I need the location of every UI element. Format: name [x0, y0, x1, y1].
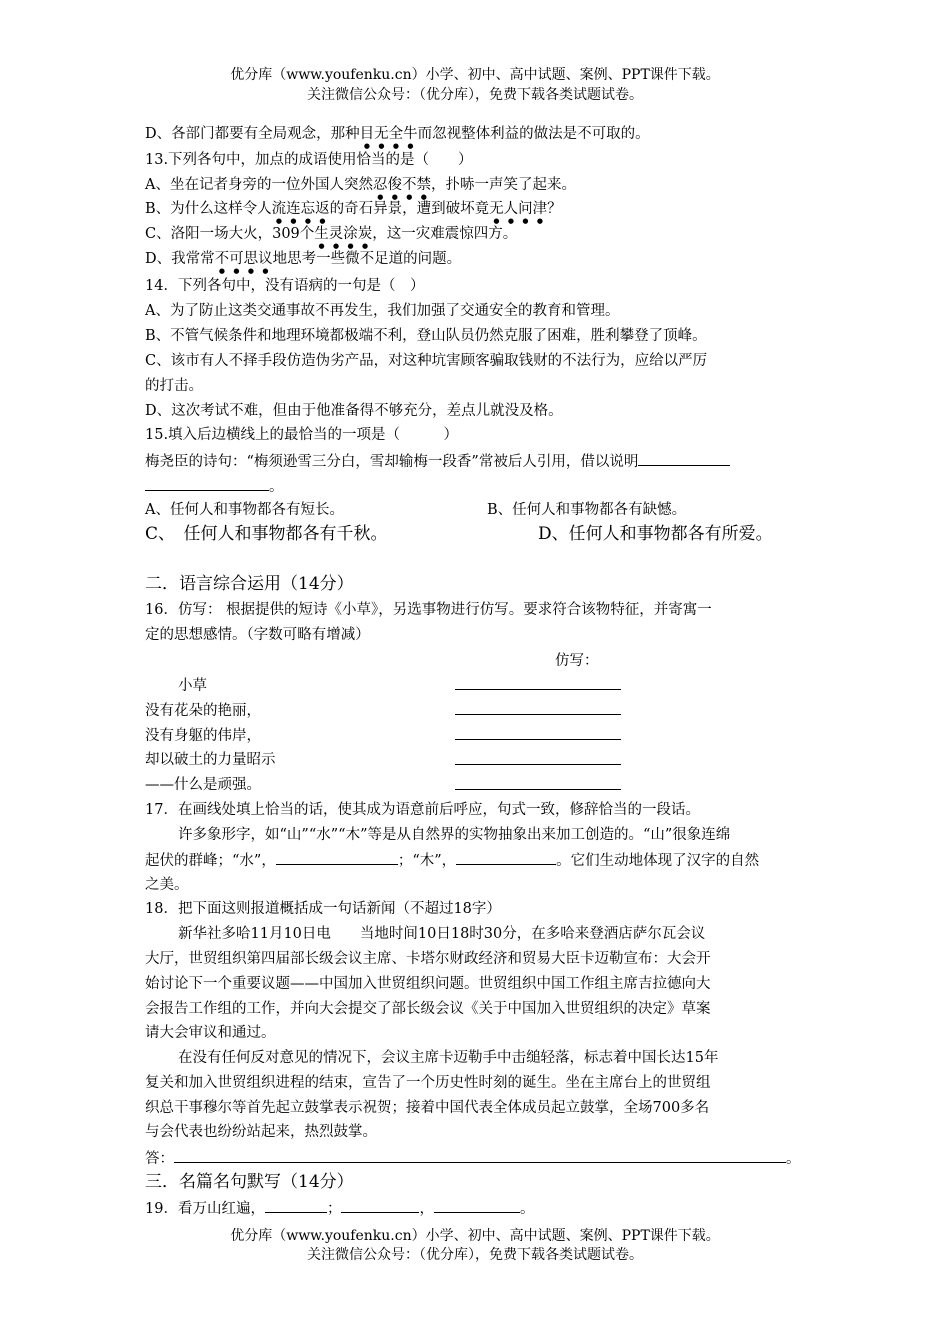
- news-line: 始讨论下一个重要议题——中国加入世贸组织问题。世贸组织中国工作组主席吉拉德向大: [145, 976, 711, 992]
- q17-paragraph-line3: 之美。: [145, 877, 189, 893]
- imitation-blank[interactable]: [455, 789, 621, 790]
- news-line: 织总干事穆尔等首先起立鼓掌表示祝贺；接着中国代表全体成员起立鼓掌，全场700多名: [145, 1100, 710, 1116]
- q13-option-a: A、坐在记者身旁的一位外国人突然忍俊不禁，扑哧一声笑了起来。: [145, 177, 576, 193]
- q15-option-c: C、 任何人和事物都各有千秋。: [145, 524, 388, 544]
- q18-stem: 18．把下面这则报道概括成一句话新闻（不超过18字）: [145, 901, 501, 917]
- news-line: 请大会审议和通过。: [145, 1025, 276, 1041]
- dotted-idiom: 流连忘返: [271, 201, 330, 217]
- answer-blank[interactable]: [265, 1198, 327, 1213]
- q15-text: 梅尧臣的诗句：“梅须逊雪三分白，雪却输梅一段香”常被后人引用，借以说明: [145, 451, 730, 472]
- q16-fangxie-label: 仿写：: [555, 653, 599, 669]
- imitation-blank[interactable]: [455, 739, 621, 740]
- q13-stem: 13.下列各句中，加点的成语使用恰当的是（ ）: [145, 152, 473, 168]
- q13-option-d: D、我常常不可思议地思考一些微不足道的问题。: [145, 251, 462, 267]
- news-line: 在没有任何反对意见的情况下，会议主席卡迈勒手中击缒轻落，标志着中国长达15年: [178, 1050, 719, 1066]
- q17-paragraph-line2: 起伏的群峰；“水”， ；“木”， 。它们生动地体现了汉字的自然: [145, 850, 759, 871]
- footer-line-1: 优分库（www.youfenku.cn）小学、初中、高中试题、案例、PPT课件下载。: [230, 1228, 720, 1244]
- section-3-title: 三．名篇名句默写（14分）: [145, 1172, 354, 1192]
- q15-option-a: A、任何人和事物都各有短长。: [145, 502, 344, 518]
- poem-line: 没有花朵的艳丽，: [145, 703, 261, 719]
- q17-paragraph-line1: 许多象形字，如“山”“水”“木”等是从自然界的实物抽象出来加工创造的。“山”很象连绵: [178, 827, 731, 843]
- q16-stem-line2: 定的思想感情。（字数可略有增减）: [145, 627, 370, 643]
- header-line-1: 优分库（www.youfenku.cn）小学、初中、高中试题、案例、PPT课件下载。: [230, 67, 720, 83]
- imitation-blank[interactable]: [455, 689, 621, 690]
- q12-option-d: D、各部门都要有全局观念，那种目无全牛而忽视整体利益的做法是不可取的。: [145, 126, 650, 142]
- answer-blank[interactable]: [456, 850, 556, 865]
- q14-option-d: D、这次考试不难，但由于他准备得不够充分，差点儿就没及格。: [145, 403, 563, 419]
- dotted-idiom: 无人问津: [489, 201, 548, 217]
- answer-blank[interactable]: [638, 451, 730, 466]
- dotted-idiom: 目无全牛: [359, 126, 418, 142]
- news-line: 会报告工作组的工作，并向大会提交了部长级会议《关于中国加入世贸组织的决定》草案: [145, 1001, 711, 1017]
- news-line: 大厅，世贸组织第四届部长级会议主席、卡塔尔财政经济和贸易大臣卡迈勒宣布：大会开: [145, 951, 711, 967]
- poem-line: ——什么是顽强。: [145, 777, 261, 793]
- q17-stem: 17．在画线处填上恰当的话，使其成为语意前后呼应，句式一致，修辞恰当的一段话。: [145, 802, 700, 818]
- q14-option-c-line2: 的打击。: [145, 378, 203, 394]
- answer-blank[interactable]: [174, 1148, 786, 1163]
- q15-stem: 15.填入后边横线上的最恰当的一项是（ ）: [145, 427, 459, 443]
- poem-title: 小草: [178, 678, 207, 694]
- poem-line: 却以破土的力量昭示: [145, 752, 276, 768]
- q14-stem: 14．下列各句中，没有语病的一句是（ ）: [145, 278, 425, 294]
- footer-line-2: 关注微信公众号：（优分库），免费下载各类试题试卷。: [307, 1247, 643, 1263]
- q15-option-b: B、任何人和事物都各有缺憾。: [487, 502, 687, 518]
- imitation-blank[interactable]: [455, 714, 621, 715]
- q14-option-c-line1: C、该市有人不择手段仿造伪劣产品，对这种坑害顾客骗取钱财的不法行为，应给以严厉: [145, 353, 708, 369]
- answer-blank[interactable]: [434, 1198, 520, 1213]
- answer-blank[interactable]: [276, 850, 398, 865]
- q15-text-cont: 。: [145, 476, 284, 497]
- answer-blank[interactable]: [341, 1198, 419, 1213]
- news-line: 与会代表也纷纷站起来，热烈鼓掌。: [145, 1124, 377, 1140]
- dotted-idiom: 不可思议: [214, 251, 273, 267]
- answer-blank[interactable]: [145, 476, 269, 491]
- news-line: 新华社多哈11月10日电 当地时间10日18时30分，在多哈来登酒店萨尔瓦会议: [178, 926, 706, 942]
- dotted-idiom: 生灵涂炭: [314, 226, 373, 242]
- header-line-2: 关注微信公众号：（优分库），免费下载各类试题试卷。: [307, 87, 643, 103]
- imitation-blank[interactable]: [455, 764, 621, 765]
- q16-stem-line1: 16．仿写： 根据提供的短诗《小草》，另选事物进行仿写。要求符合该物特征，并寄寓一: [145, 602, 712, 618]
- q15-option-d: D、任何人和事物都各有所爱。: [538, 524, 773, 544]
- q19: 19．看万山红遍， ； ， 。: [145, 1198, 534, 1219]
- q13-option-b: B、为什么这样令人流连忘返的奇石异景，遭到破坏竟无人问津？: [145, 201, 562, 217]
- dotted-idiom: 忍俊不禁: [372, 177, 431, 193]
- section-2-title: 二．语言综合运用（14分）: [145, 574, 354, 594]
- q14-option-b: B、不管气候条件和地理环境都极端不利，登山队员仍然克服了困难，胜利攀登了顶峰。: [145, 328, 707, 344]
- q18-answer: 答： 。: [145, 1148, 801, 1169]
- q14-option-a: A、为了防止这类交通事故不再发生，我们加强了交通安全的教育和管理。: [145, 303, 620, 319]
- news-line: 复关和加入世贸组织进程的结束，宣告了一个历史性时刻的诞生。坐在主席台上的世贸组: [145, 1075, 711, 1091]
- poem-line: 没有身躯的伟岸，: [145, 728, 261, 744]
- q13-option-c: C、洛阳一场大火，309个生灵涂炭，这一灾难震惊四方。: [145, 226, 518, 242]
